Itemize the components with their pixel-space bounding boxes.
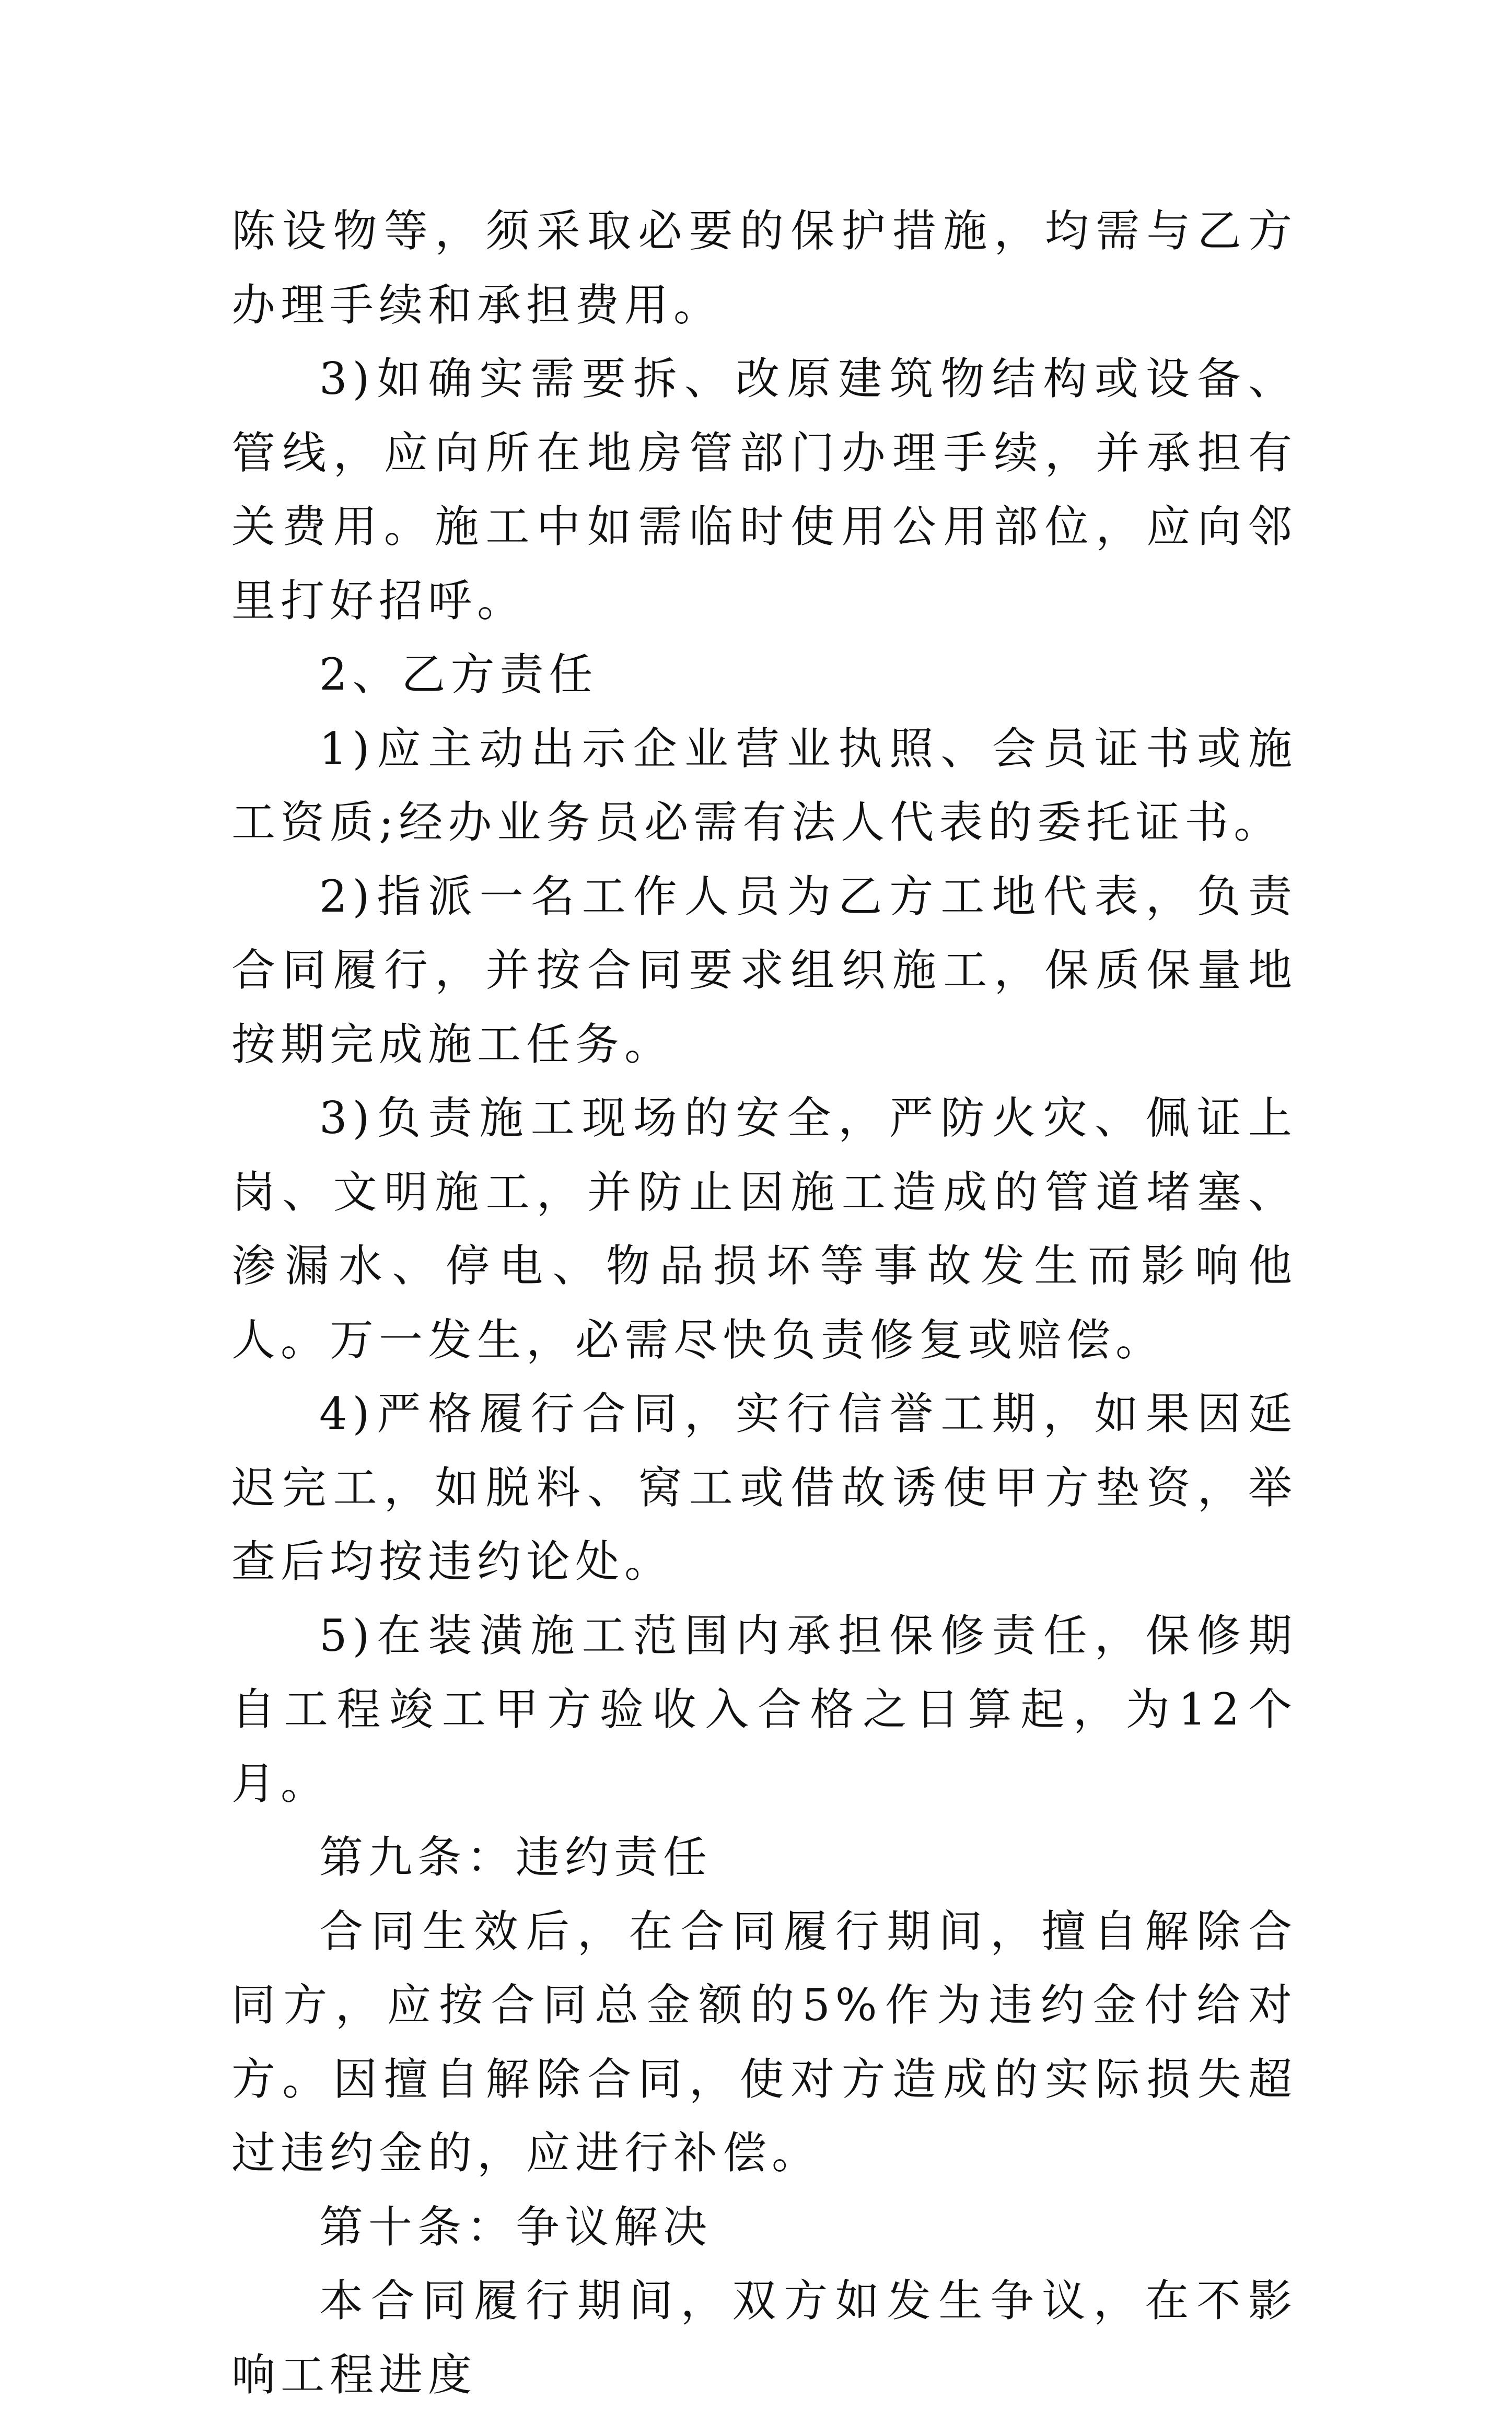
paragraph-breach-liability: 合同生效后，在合同履行期间，擅自解除合同方，应按合同总金额的5%作为违约金付给对方。因擅自解除合同，使对方造成的实际损失超过违约金的，应进行补偿。 [231, 1905, 1297, 2178]
paragraph-item-5-warranty: 5)在装潢施工范围内承担保修责任，保修期自工程竣工甲方验收入合格之日算起，为12个月。 [231, 1610, 1297, 1809]
paragraph-item-2-site-representative: 2)指派一名工作人员为乙方工地代表，负责合同履行，并按合同要求组织施工，保质保量地按期完成施工任务。 [231, 870, 1297, 1070]
paragraph-item-3-safety: 3)负责施工现场的安全，严防火灾、佩证上岗、文明施工，并防止因施工造成的管道堵塞、渗漏水、停电、物品损坏等事故发生而影响他人。万一发生，必需尽快负责修复或赔偿。 [231, 1092, 1297, 1366]
article-heading-dispute-resolution: 第十条：争议解决 [319, 2201, 713, 2253]
document-body [231, 194, 1297, 2412]
paragraph-dispute-resolution: 本合同履行期间，双方如发生争议，在不影响工程进度 [231, 2275, 1297, 2401]
paragraph-item-1-license: 1)应主动出示企业营业执照、会员证书或施工资质;经办业务员必需有法人代表的委托证书。 [231, 723, 1297, 848]
paragraph-item-3-demolition: 3)如确实需要拆、改原建筑物结构或设备、管线，应向所在地房管部门办理手续，并承担有关费用。施工中如需临时使用公用部位，应向邻里打好招呼。 [231, 353, 1297, 626]
article-heading-breach-liability: 第九条：违约责任 [319, 1832, 713, 1883]
paragraph-item-4-schedule: 4)严格履行合同，实行信誉工期，如果因延迟完工，如脱料、窝工或借故诱使甲方垫资，举查后均按违约论处。 [231, 1388, 1297, 1587]
paragraph-continuation: 陈设物等，须采取必要的保护措施，均需与乙方办理手续和承担费用。 [231, 205, 1297, 331]
section-heading-party-b-duties: 2、乙方责任 [319, 649, 598, 700]
